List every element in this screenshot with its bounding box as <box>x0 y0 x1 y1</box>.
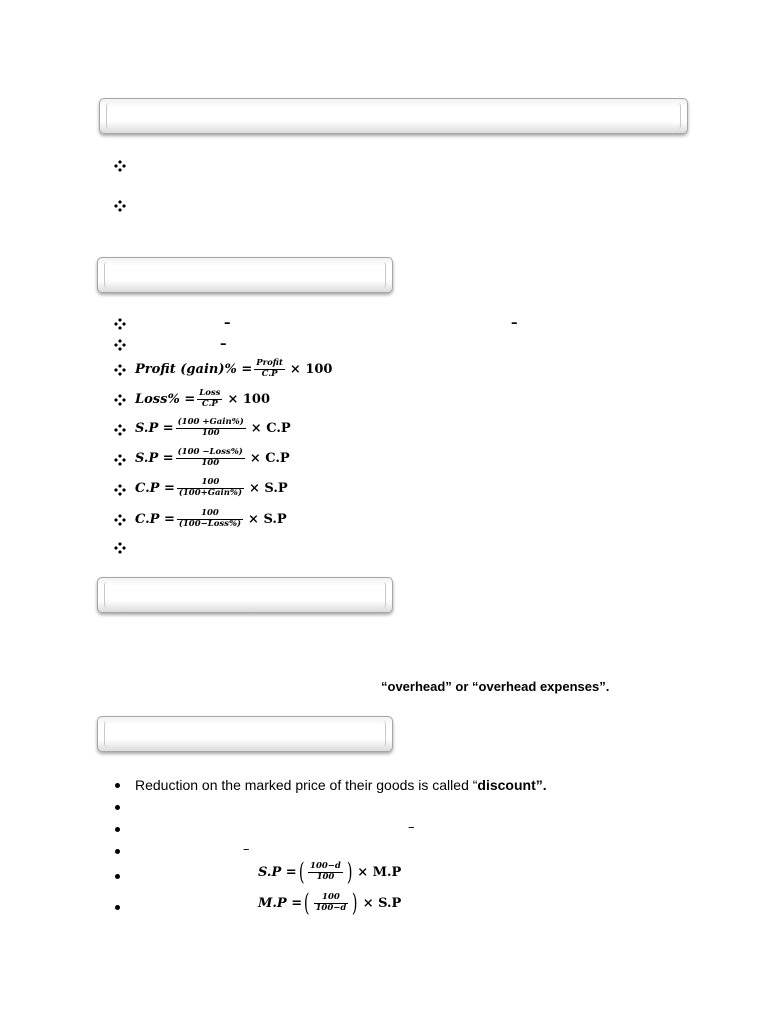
diamond-bullet-icon <box>114 200 126 212</box>
formula-cp-gain: C.P = $\frac{100}{\text{(100+Gain\%)}}$ × S.P <box>135 477 288 498</box>
section-header-2 <box>97 257 393 293</box>
dash-mark: – <box>220 337 227 352</box>
overhead-text: “overhead” or “overhead expenses”. <box>381 679 610 694</box>
diamond-bullet-icon <box>114 318 126 330</box>
section-header-4 <box>97 716 393 752</box>
formula-mp-discount: M.P = ( $\frac{100}{100-d}$ ) × S.P <box>258 889 402 917</box>
diamond-bullet-icon <box>114 339 126 351</box>
formula-profit-percent: Profit (gain)% = $\frac{\text{Profit}}{C.P}$ × 100 <box>135 358 333 379</box>
diamond-bullet-icon <box>114 542 126 554</box>
round-bullet-icon <box>115 827 120 832</box>
diamond-bullet-icon <box>114 364 126 376</box>
section-header-3 <box>97 577 393 613</box>
formula-cp-loss: C.P = $\frac{100}{\text{(100−Loss\%)}}$ × S.P <box>135 508 287 529</box>
round-bullet-icon <box>115 874 120 879</box>
round-bullet-icon <box>115 805 120 810</box>
dash-mark: – <box>511 316 518 331</box>
discount-definition: Reduction on the marked price of their goods is called “discount”. <box>135 777 547 793</box>
diamond-bullet-icon <box>114 160 126 172</box>
round-bullet-icon <box>115 905 120 910</box>
round-bullet-icon <box>115 783 120 788</box>
formula-sp-loss: S.P = $\frac{\text{(100 −Loss\%)}}{100}$ × C.P <box>135 447 290 468</box>
diamond-bullet-icon <box>114 484 126 496</box>
round-bullet-icon <box>115 849 120 854</box>
dash-mark: – <box>224 316 231 331</box>
section-header-1 <box>99 98 688 134</box>
formula-sp-discount: S.P = ( $\frac{100-d}{100}$ ) × M.P <box>258 858 402 886</box>
diamond-bullet-icon <box>114 424 126 436</box>
diamond-bullet-icon <box>114 454 126 466</box>
dash-mark: – <box>243 842 250 857</box>
diamond-bullet-icon <box>114 394 126 406</box>
formula-loss-percent: Loss% = $\frac{\text{Loss}}{C.P}$ × 100 <box>135 388 271 409</box>
diamond-bullet-icon <box>114 514 126 526</box>
dash-mark: – <box>408 820 415 835</box>
formula-sp-gain: S.P = $\frac{\text{(100 +Gain\%)}}{100}$ × C.P <box>135 417 291 438</box>
